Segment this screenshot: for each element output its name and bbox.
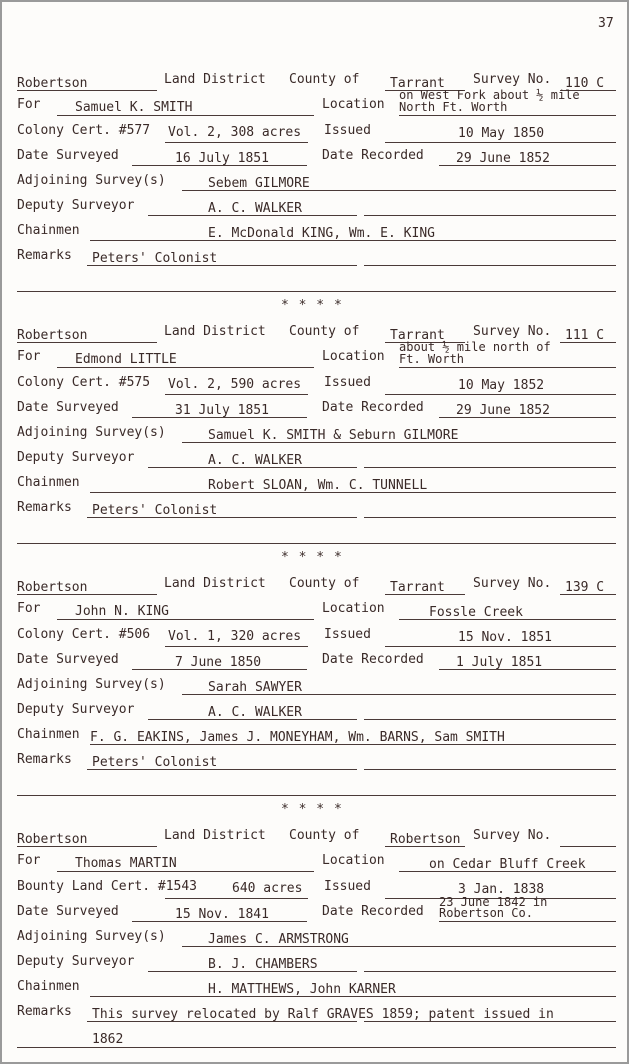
date-surveyed-value: 15 Nov. 1841: [175, 907, 269, 922]
remarks-line1: This survey relocated by Ralf GRAVES 1859; patent issued in: [92, 1007, 554, 1022]
remarks-line: [87, 1021, 357, 1022]
cert-value: Vol. 2, 308 acres: [168, 125, 302, 140]
cert-value: 640 acres: [232, 881, 303, 896]
chainmen-label: Chainmen: [17, 979, 80, 994]
date-recorded-label: Date Recorded: [322, 652, 424, 667]
location-line1: about ½ mile north of: [399, 340, 551, 354]
for-label: For: [17, 601, 41, 616]
adjoining-line: [182, 694, 616, 695]
date-recorded-label: Date Recorded: [322, 400, 424, 415]
deputy-line: [148, 719, 357, 720]
for-label: For: [17, 349, 41, 364]
adjoining-value: Sarah SAWYER: [208, 680, 302, 695]
adjoining-value: Sebem GILMORE: [208, 176, 310, 191]
deputy-value: B. J. CHAMBERS: [208, 957, 318, 972]
remarks-label: Remarks: [17, 1004, 72, 1019]
chainmen-label: Chainmen: [17, 223, 80, 238]
survey-no-line: [560, 594, 616, 595]
remarks-line1: Peters' Colonist: [92, 503, 218, 518]
remarks-continuation-line: [17, 291, 616, 292]
date-recorded-line: [439, 417, 616, 418]
district-line: [17, 90, 157, 91]
remarks-line: [87, 769, 357, 770]
cert-line: [165, 142, 308, 143]
date-surveyed-label: Date Surveyed: [17, 904, 119, 919]
issued-line: [385, 142, 616, 143]
district-value: Robertson: [17, 832, 88, 847]
land-district-label: Land District: [164, 576, 266, 591]
remarks-continuation-line: [17, 1047, 616, 1048]
district-value: Robertson: [17, 580, 88, 595]
survey-record: [2, 576, 627, 806]
location-line1: on West Fork about ½ mile: [399, 88, 580, 102]
county-of-label: County of: [289, 72, 360, 87]
date-recorded-line2: 1 July 1851: [456, 655, 543, 670]
date-recorded-label: Date Recorded: [322, 904, 424, 919]
chainmen-label: Chainmen: [17, 727, 80, 742]
remarks-line2: 1862: [92, 1032, 124, 1047]
survey-record: [2, 72, 627, 302]
county-value: Tarrant: [390, 328, 445, 343]
land-district-label: Land District: [164, 72, 266, 87]
remarks-line-right: [364, 265, 616, 266]
deputy-label: Deputy Surveyor: [17, 954, 135, 969]
date-surveyed-line: [132, 417, 307, 418]
for-value: Thomas MARTIN: [75, 856, 177, 871]
survey-no-label: Survey No.: [473, 324, 552, 339]
date-surveyed-line: [132, 165, 307, 166]
adjoining-value: James C. ARMSTRONG: [208, 932, 349, 947]
remarks-label: Remarks: [17, 752, 72, 767]
deputy-line-right: [364, 467, 616, 468]
deputy-label: Deputy Surveyor: [17, 702, 135, 717]
remarks-line1: Peters' Colonist: [92, 755, 218, 770]
deputy-label: Deputy Surveyor: [17, 198, 135, 213]
for-value: Edmond LITTLE: [75, 352, 177, 367]
survey-no-label: Survey No.: [473, 72, 552, 87]
date-recorded-line1: 23 June 1842 in: [439, 895, 548, 909]
date-surveyed-line: [132, 669, 307, 670]
adjoining-label: Adjoining Survey(s): [17, 173, 166, 188]
county-of-label: County of: [289, 576, 360, 591]
deputy-value: A. C. WALKER: [208, 201, 302, 216]
county-line: [385, 846, 465, 847]
survey-no-label: Survey No.: [473, 576, 552, 591]
chainmen-value: Robert SLOAN, Wm. C. TUNNELL: [208, 478, 428, 493]
issued-label: Issued: [324, 123, 371, 138]
remarks-line: [87, 517, 357, 518]
chainmen-line: [90, 996, 616, 997]
land-district-label: Land District: [164, 324, 266, 339]
date-surveyed-label: Date Surveyed: [17, 652, 119, 667]
date-recorded-label: Date Recorded: [322, 148, 424, 163]
chainmen-line: [90, 240, 616, 241]
survey-no-value: 139 C: [565, 580, 605, 595]
deputy-label: Deputy Surveyor: [17, 450, 135, 465]
chainmen-label: Chainmen: [17, 475, 80, 490]
issued-label: Issued: [324, 879, 371, 894]
cert-line: [165, 898, 308, 899]
date-surveyed-line: [132, 921, 307, 922]
cert-line: [165, 394, 308, 395]
issued-value: 10 May 1850: [458, 126, 545, 141]
location-label: Location: [322, 601, 385, 616]
location-line2: Ft. Worth: [399, 352, 465, 366]
remarks-line-right: [364, 517, 616, 518]
adjoining-label: Adjoining Survey(s): [17, 929, 166, 944]
date-surveyed-label: Date Surveyed: [17, 400, 119, 415]
for-value: John N. KING: [75, 604, 169, 619]
remarks-line: [87, 265, 357, 266]
date-recorded-line2: 29 June 1852: [456, 151, 550, 166]
cert-label: Colony Cert. #575: [17, 375, 151, 390]
cert-label: Colony Cert. #506: [17, 627, 151, 642]
section-separator: * * * *: [281, 298, 343, 313]
remarks-label: Remarks: [17, 500, 72, 515]
county-value: Robertson: [390, 832, 461, 847]
date-surveyed-value: 16 July 1851: [175, 151, 269, 166]
location-label: Location: [322, 97, 385, 112]
county-value: Tarrant: [390, 76, 445, 91]
issued-label: Issued: [324, 627, 371, 642]
district-value: Robertson: [17, 76, 88, 91]
page-number: 37: [598, 16, 614, 31]
chainmen-line: [90, 492, 616, 493]
adjoining-value: Samuel K. SMITH & Seburn GILMORE: [208, 428, 459, 443]
survey-record: [2, 828, 627, 1058]
issued-value: 10 May 1852: [458, 378, 545, 393]
for-line: [57, 871, 314, 872]
land-district-label: Land District: [164, 828, 266, 843]
survey-no-line: [560, 846, 616, 847]
issued-line: [385, 394, 616, 395]
for-line: [57, 115, 314, 116]
survey-no-line: [560, 342, 616, 343]
deputy-line-right: [364, 971, 616, 972]
location-label: Location: [322, 349, 385, 364]
date-recorded-line: [439, 921, 616, 922]
deputy-line: [148, 971, 357, 972]
chainmen-value: F. G. EAKINS, James J. MONEYHAM, Wm. BARNS, Sam SMITH: [90, 730, 505, 745]
adjoining-label: Adjoining Survey(s): [17, 677, 166, 692]
for-value: Samuel K. SMITH: [75, 100, 193, 115]
location-label: Location: [322, 853, 385, 868]
for-line: [57, 367, 314, 368]
district-line: [17, 594, 157, 595]
for-label: For: [17, 853, 41, 868]
deputy-value: A. C. WALKER: [208, 705, 302, 720]
county-line: [385, 594, 465, 595]
chainmen-value: E. McDonald KING, Wm. E. KING: [208, 226, 435, 241]
survey-record: [2, 324, 627, 554]
date-recorded-line: [439, 165, 616, 166]
remarks-line1: Peters' Colonist: [92, 251, 218, 266]
location-line: [399, 619, 616, 620]
deputy-line-right: [364, 215, 616, 216]
county-of-label: County of: [289, 324, 360, 339]
date-recorded-line2: Robertson Co.: [439, 906, 533, 920]
deputy-line-right: [364, 719, 616, 720]
date-recorded-line: [439, 669, 616, 670]
for-line: [57, 619, 314, 620]
remarks-continuation-line: [17, 543, 616, 544]
issued-line: [385, 646, 616, 647]
issued-label: Issued: [324, 375, 371, 390]
survey-no-value: 110 C: [565, 76, 605, 91]
location-line: [399, 367, 616, 368]
deputy-line: [148, 215, 357, 216]
remarks-line-right: [364, 769, 616, 770]
cert-value: Vol. 2, 590 acres: [168, 377, 302, 392]
district-line: [17, 342, 157, 343]
issued-value: 15 Nov. 1851: [458, 630, 552, 645]
survey-no-value: 111 C: [565, 328, 605, 343]
date-surveyed-label: Date Surveyed: [17, 148, 119, 163]
cert-line: [165, 646, 308, 647]
remarks-line-right: [364, 1021, 616, 1022]
county-of-label: County of: [289, 828, 360, 843]
cert-label: Colony Cert. #577: [17, 123, 151, 138]
location-line2: on Cedar Bluff Creek: [429, 857, 586, 872]
deputy-value: A. C. WALKER: [208, 453, 302, 468]
adjoining-label: Adjoining Survey(s): [17, 425, 166, 440]
date-recorded-line2: 29 June 1852: [456, 403, 550, 418]
cert-value: Vol. 1, 320 acres: [168, 629, 302, 644]
chainmen-value: H. MATTHEWS, John KARNER: [208, 982, 396, 997]
location-line2: North Ft. Worth: [399, 100, 508, 114]
remarks-continuation-line: [17, 795, 616, 796]
date-surveyed-value: 7 June 1850: [175, 655, 262, 670]
adjoining-line: [182, 442, 616, 443]
county-value: Tarrant: [390, 580, 445, 595]
survey-no-label: Survey No.: [473, 828, 552, 843]
remarks-label: Remarks: [17, 248, 72, 263]
adjoining-line: [182, 190, 616, 191]
location-line: [399, 115, 616, 116]
chainmen-line: [90, 744, 616, 745]
location-line: [399, 871, 616, 872]
cert-label: Bounty Land Cert. #1543: [17, 879, 198, 894]
section-separator: * * * *: [281, 550, 343, 565]
for-label: For: [17, 97, 41, 112]
issued-value: 3 Jan. 1838: [458, 882, 545, 897]
district-line: [17, 846, 157, 847]
adjoining-line: [182, 946, 616, 947]
date-surveyed-value: 31 July 1851: [175, 403, 269, 418]
location-line2: Fossle Creek: [429, 605, 523, 620]
deputy-line: [148, 467, 357, 468]
district-value: Robertson: [17, 328, 88, 343]
section-separator: * * * *: [281, 802, 343, 817]
